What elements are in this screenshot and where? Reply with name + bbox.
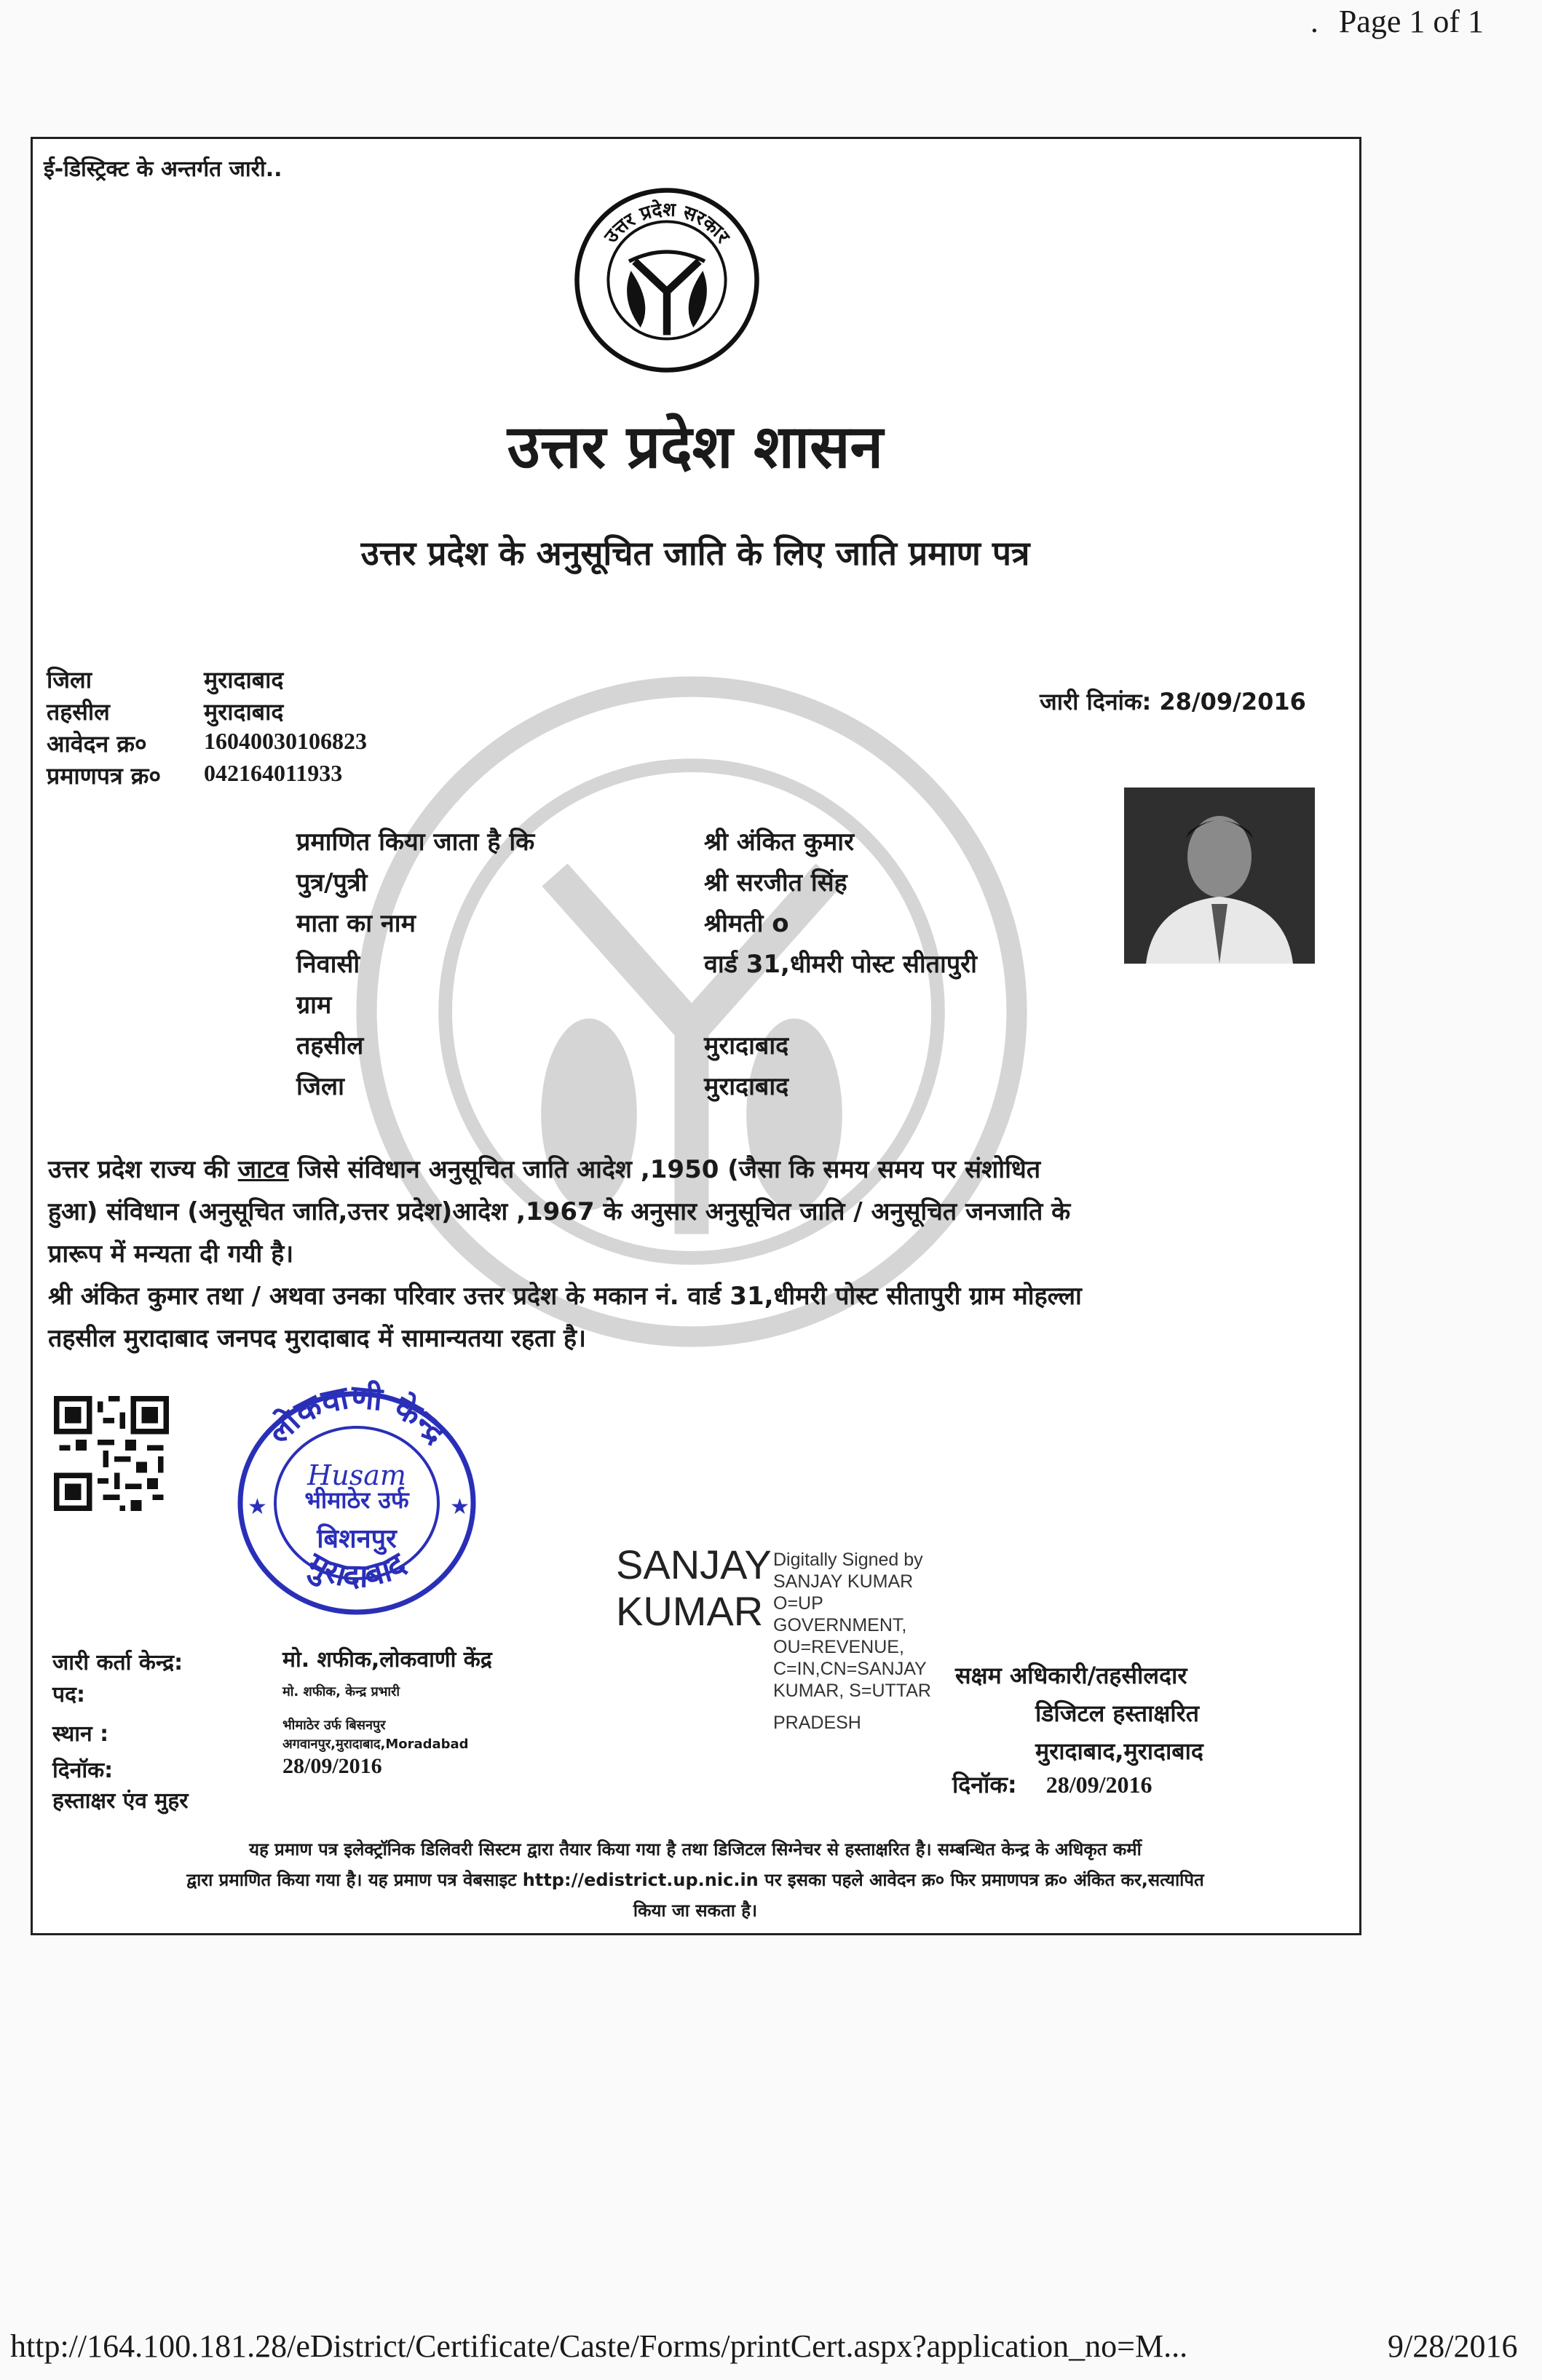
issue-date-value: 28/09/2016 [282,1754,382,1778]
qr-code-icon [54,1396,169,1511]
verification-note: यह प्रमाण पत्र इलेक्ट्रॉनिक डिलिवरी सिस्टम द्वारा तैयार किया गया है तथा डिजिटल सिग्नेचर से हस्ताक्षरित है। सम्बन्धित केन्द्र के अधिकृत कर्मी द्वारा प्रमाणित किया गया है। यह प्रमाण पत्र वेबसाइट http://edistrict.up.nic.in पर इसका पहले आवेदन क्र० फिर प्रमाणपत्र क्र० अंकित कर,सत्यापित किया जा सकता है। [186,1839,1204,1921]
authority-place: मुरादाबाद,मुरादाबाद [1035,1737,1203,1765]
post-label: पद: [52,1682,85,1707]
detail-label: प्रमाणित किया जाता है कि [296,828,535,857]
tehsil-label: तहसील [47,698,110,726]
issuer-label: जारी कर्ता केन्द्र: [52,1650,183,1675]
authority-title: सक्षम अधिकारी/तहसीलदार [955,1662,1187,1689]
declaration-line-2: हुआ) संविधान (अनुसूचित जाति,उत्तर प्रदेश)आदेश ,1967 के अनुसार अनुसूचित जाति / अनुसूचित जनजाति के [48,1197,1071,1226]
residence-line-2: तहसील मुरादाबाद जनपद मुरादाबाद में सामान्यतया रहता है। [48,1324,586,1353]
svg-text:लोकवाणी केन्द्र: लोकवाणी केन्द्र [260,1378,454,1451]
place-value-line-1: भीमाठेर उर्फ बिसनपुर [282,1718,386,1733]
place-value-line-2: अगवानपुर,मुरादाबाद,Moradabad [282,1737,469,1752]
detail-value: मुरादाबाद [704,1031,789,1060]
declaration-line-3: प्रारूप में मन्यता दी गयी है। [48,1239,294,1269]
main-title: उत्तर प्रदेश शासन [507,413,884,482]
certificate-subtitle: उत्तर प्रदेश के अनुसूचित जाति के लिए जाति प्रमाण पत्र [360,533,1030,573]
date-label: दिनॉक: [52,1758,114,1783]
certificate-no-value: 042164011933 [204,760,343,786]
post-value: मो. शफीक, केन्द्र प्रभारी [282,1684,400,1699]
place-label: स्थान : [52,1721,109,1747]
detail-value: श्रीमती o [704,909,789,938]
certificate-no-label: प्रमाणपत्र क्र० [47,762,161,790]
authority-block [952,1659,1348,1798]
digital-signature-details: Digitally Signed by SANJAY KUMAR O=UP GOVERNMENT, OU=REVENUE, C=IN,CN=SANJAY KUMAR, S=UTTAR PRADESH [773,1550,931,1733]
detail-row-tehsil [296,1028,789,1061]
official-stamp-seal [218,1376,495,1623]
caste-declaration-paragraph [48,1149,1344,1360]
authority-date-label: दिनॉक: [952,1771,1017,1798]
district-value: मुरादाबाद [204,666,284,694]
svg-text:★: ★ [450,1494,470,1520]
detail-label: जिला [296,1072,344,1101]
tehsil-value: मुरादाबाद [204,698,284,726]
svg-text:उत्तर प्रदेश सरकार: उत्तर प्रदेश सरकार [600,199,734,247]
detail-row-son-daughter [296,865,847,898]
issue-date: जारी दिनांक: 28/09/2016 [1040,688,1306,715]
authority-date-value: 28/09/2016 [1045,1772,1152,1798]
detail-label: निवासी [296,950,360,979]
detail-row-village [296,987,331,1020]
detail-row-mother-name [296,905,789,939]
svg-text:Husam: Husam [307,1459,406,1491]
signature-label: हस्ताक्षर एंव मुहर [52,1788,189,1814]
applicant-photo [1124,788,1315,964]
digitally-signed-label: डिजिटल हस्ताक्षरित [1035,1699,1199,1727]
svg-text:भीमाठेर उर्फ: भीमाठेर उर्फ [304,1486,409,1514]
detail-value: श्री अंकित कुमार [704,828,854,857]
application-no-label: आवेदन क्र० [47,730,147,758]
print-date: 9/28/2016 [1388,2328,1518,2364]
up-government-emblem-icon [572,186,762,375]
digital-signer-name: SANJAY KUMAR [616,1542,772,1634]
issuer-value: मो. शफीक,लोकवाणी केंद्र [282,1647,492,1673]
issuer-values [282,1643,603,1789]
detail-label: पुत्र/पुत्री [296,868,368,897]
svg-text:बिशनपुर: बिशनपुर [317,1524,397,1554]
residence-line-1: श्री अंकित कुमार तथा / अथवा उनका परिवार उत्तर प्रदेश के मकान नं. वार्ड 31,धीमरी पोस्ट सीतापुरी ग्राम मोहल्ला [48,1282,1082,1311]
detail-label: तहसील [296,1031,364,1060]
print-url: http://164.100.181.28/eDistrict/Certificate/Caste/Forms/printCert.aspx?application_no=M... [10,2328,1188,2364]
issuer-labels [52,1646,271,1814]
detail-label: माता का नाम [296,909,416,938]
application-no-value: 16040030106823 [204,728,367,754]
detail-row-resident [296,946,977,980]
page-number: . Page 1 of 1 [1310,4,1484,39]
detail-value: श्री सरजीत सिंह [704,868,847,897]
detail-label: ग्राम [296,991,332,1020]
detail-row-district [296,1068,789,1102]
detail-value: वार्ड 31,धीमरी पोस्ट सीतापुरी [704,950,977,979]
application-info-block [47,664,483,795]
detail-value: मुरादाबाद [704,1072,789,1101]
svg-text:मुरादाबाद: मुरादाबाद [301,1545,413,1595]
declaration-line-1: उत्तर प्रदेश राज्य की जाटव जिसे संविधान अनुसूचित जाति आदेश ,1950 (जैसा कि समय समय पर संशोधित [48,1155,1041,1184]
detail-row-certified-that [296,824,854,857]
issued-under-edistrict: ई-डिस्ट्रिक्ट के अन्तर्गत जारी.. [44,156,282,182]
district-label: जिला [47,666,92,694]
applicant-photo-image [1124,788,1315,964]
svg-text:★: ★ [248,1494,267,1520]
caste-name: जाटव [237,1155,289,1184]
